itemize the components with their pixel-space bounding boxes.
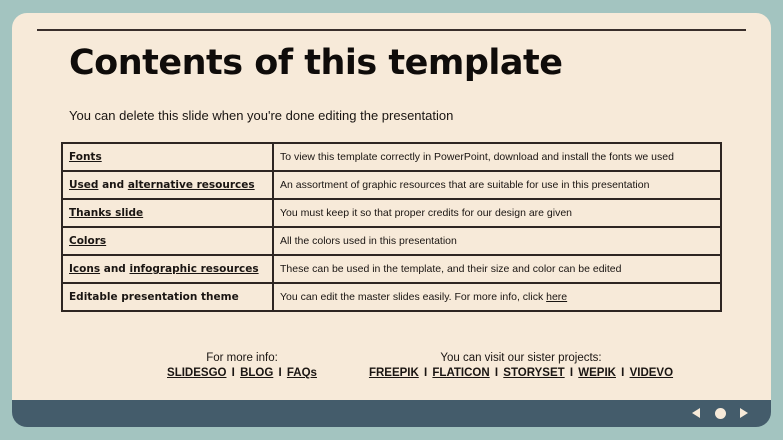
infographic-resources-link[interactable]: infographic resources <box>129 263 259 275</box>
description-text: You can edit the master slides easily. For more info, click <box>280 291 547 303</box>
page-subtitle: You can delete this slide when you're done editing the presentation <box>69 108 454 123</box>
slidesgo-link[interactable]: SLIDESGO <box>167 367 227 379</box>
row-description: These can be used in the template, and their size and color can be edited <box>273 255 721 283</box>
storyset-link[interactable]: STORYSET <box>503 367 565 379</box>
separator: I <box>494 367 499 379</box>
slide-navigation <box>689 406 751 420</box>
row-label <box>62 255 273 283</box>
triangle-left-icon <box>692 408 700 418</box>
label-connector: and <box>100 263 130 275</box>
freepik-link[interactable]: FREEPIK <box>368 367 419 379</box>
top-divider <box>37 29 746 31</box>
blog-link[interactable]: BLOG <box>240 367 274 379</box>
row-label <box>62 171 273 199</box>
bottom-bar <box>12 400 771 427</box>
previous-slide-button[interactable] <box>689 406 703 420</box>
videvo-link[interactable]: VIDEVO <box>629 367 674 379</box>
wepik-link[interactable]: WEPIK <box>578 367 616 379</box>
here-link[interactable]: here <box>546 291 568 303</box>
slide <box>12 13 771 400</box>
separator: I <box>569 367 574 379</box>
table-row <box>62 199 721 227</box>
separator: I <box>231 367 235 379</box>
current-slide-indicator[interactable] <box>713 406 727 420</box>
table-row <box>62 227 721 255</box>
row-label <box>62 199 273 227</box>
used-resources-link[interactable]: Used <box>69 179 99 191</box>
row-description: All the colors used in this presentation <box>273 227 721 255</box>
row-description: You must keep it so that proper credits for our design are given <box>273 199 721 227</box>
alternative-resources-link[interactable]: alternative resources <box>127 179 255 191</box>
row-description: To view this template correctly in PowerPoint, download and install the fonts we used <box>273 143 721 171</box>
colors-link[interactable]: Colors <box>69 235 107 247</box>
table-row <box>62 143 721 171</box>
thanks-slide-link[interactable]: Thanks slide <box>69 207 144 219</box>
flaticon-link[interactable]: FLATICON <box>432 367 490 379</box>
table-row <box>62 283 721 311</box>
next-slide-button[interactable] <box>737 406 751 420</box>
footer-left-links <box>152 366 332 381</box>
footer-more-info <box>152 351 332 381</box>
icons-link[interactable]: Icons <box>69 263 101 275</box>
fonts-link[interactable]: Fonts <box>69 151 102 163</box>
row-label: Editable presentation theme <box>62 283 273 311</box>
separator: I <box>621 367 625 379</box>
triangle-right-icon <box>740 408 748 418</box>
row-label <box>62 143 273 171</box>
table-row <box>62 255 721 283</box>
faqs-link[interactable]: FAQs <box>286 367 317 379</box>
footer-sister-projects <box>362 351 680 381</box>
page-title: Contents of this template <box>69 43 563 83</box>
footer-right-links <box>362 366 680 381</box>
row-label <box>62 227 273 255</box>
contents-table <box>61 142 722 312</box>
separator: I <box>424 367 428 379</box>
circle-dot-icon <box>715 408 726 419</box>
separator: I <box>278 367 282 379</box>
footer-left-heading: For more info: <box>206 352 278 364</box>
label-connector: and <box>98 179 128 191</box>
row-description: An assortment of graphic resources that are suitable for use in this presentation <box>273 171 721 199</box>
table-row <box>62 171 721 199</box>
footer-right-heading: You can visit our sister projects: <box>440 352 602 364</box>
row-description <box>273 283 721 311</box>
